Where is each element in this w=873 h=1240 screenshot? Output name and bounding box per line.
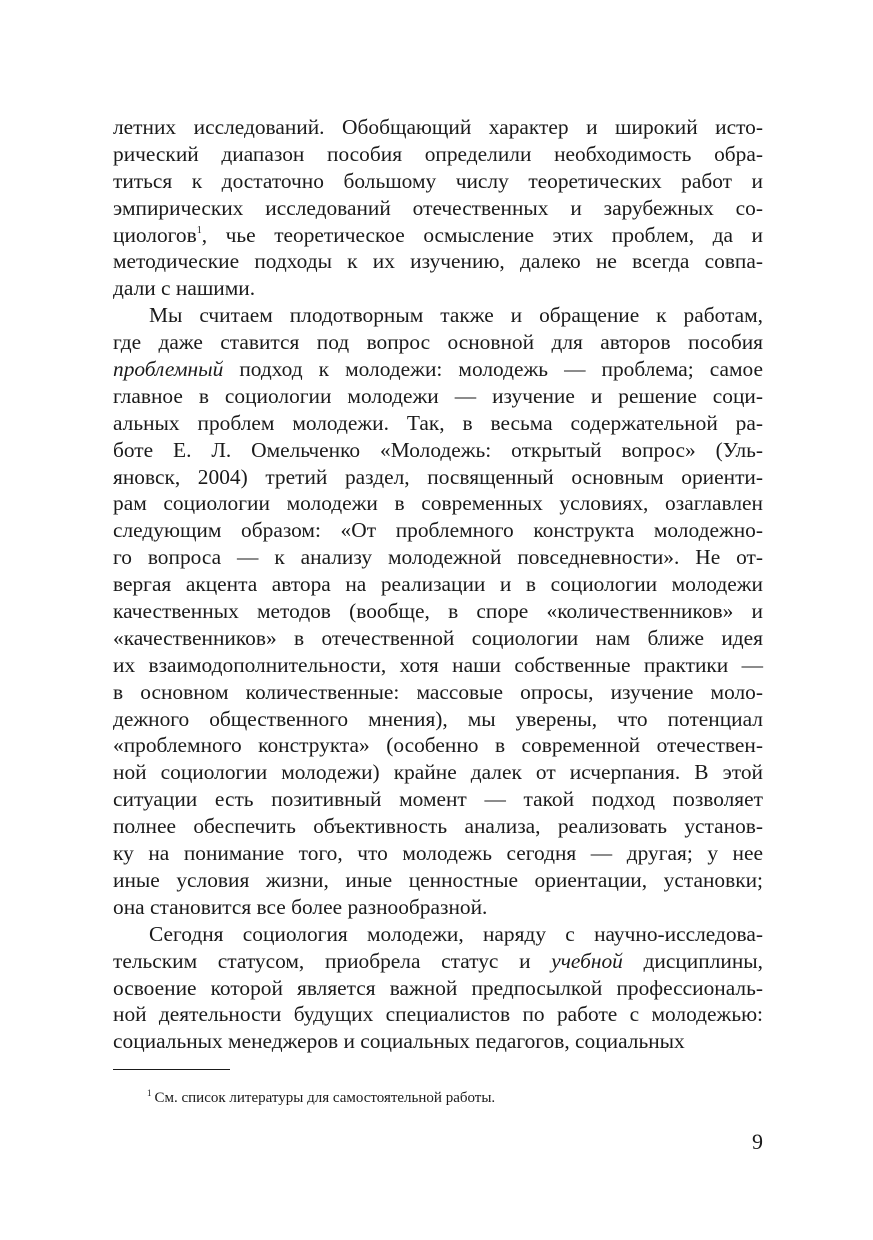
- text-line: яновск, 2004) третий раздел, посвященный основным ориенти-: [113, 464, 763, 489]
- text-line: ной деятельности будущих специалистов по работе с молодежью:: [113, 1002, 763, 1027]
- text-line: [113, 356, 763, 383]
- text-line: следующим образом: «От проблемного конструкта молодежно-: [113, 518, 763, 543]
- text-line: [113, 222, 763, 249]
- line-text: циологов: [113, 222, 197, 247]
- text-line: «качественников» в отечественной социологии нам ближе идея: [113, 625, 763, 650]
- text-line: в основном количественные: массовые опросы, изучение моло-: [113, 679, 763, 704]
- text-line: рам социологии молодежи в современных условиях, озаглавлен: [113, 491, 763, 516]
- footnote-marker: 1: [147, 1088, 152, 1098]
- footnote: [147, 1088, 495, 1108]
- body-text: [113, 114, 763, 1055]
- paragraph: [113, 921, 763, 1055]
- paragraph: [113, 302, 763, 920]
- text-line: вергая акцента автора на реализации и в социологии молодежи: [113, 572, 763, 597]
- text-line: ситуации есть позитивный момент — такой подход позволяет: [113, 787, 763, 812]
- text-line: [113, 948, 763, 975]
- footnote-separator: [113, 1069, 230, 1070]
- line-text: подход к молодежи: молодежь — проблема; самое: [223, 357, 763, 382]
- text-line: методические подходы к их изучению, далеко не всегда совпа-: [113, 249, 763, 274]
- text-line: где даже ставится под вопрос основной для авторов пособия: [113, 330, 763, 355]
- paragraph: [113, 114, 763, 302]
- text-line: ной социологии молодежи) крайне далек от исчерпания. В этой: [113, 760, 763, 785]
- text-line: полнее обеспечить объективность анализа, реализовать установ-: [113, 814, 763, 839]
- line-text: , чье теоретическое осмысление этих проблем, да и: [201, 222, 763, 247]
- text-line: титься к достаточно большому числу теоретических работ и: [113, 168, 763, 193]
- text-line: освоение которой является важной предпосылкой профессиональ-: [113, 975, 763, 1000]
- text-line: главное в социологии молодежи — изучение и решение соци-: [113, 383, 763, 408]
- text-line: Сегодня социология молодежи, наряду с научно-исследова-: [149, 921, 763, 946]
- text-line: Мы считаем плодотворным также и обращение к работам,: [149, 303, 763, 328]
- text-line: боте Е. Л. Омельченко «Молодежь: открытый вопрос» (Уль-: [113, 437, 763, 462]
- text-line: дежного общественного мнения), мы уверены, что потенциал: [113, 706, 763, 731]
- page-number: 9: [752, 1129, 763, 1154]
- text-line: их взаимодополнительности, хотя наши собственные практики —: [113, 652, 763, 677]
- text-line: дали с нашими.: [113, 276, 256, 301]
- emphasis: проблемный: [113, 357, 224, 382]
- text-line: социальных менеджеров и социальных педагогов, социальных: [113, 1029, 685, 1054]
- text-line: «проблемного конструкта» (особенно в современной отечествен-: [113, 733, 763, 758]
- emphasis: учебной: [551, 948, 623, 973]
- text-line: рический диапазон пособия определили необходимость обра-: [113, 141, 763, 166]
- line-text: дисциплины,: [622, 948, 763, 973]
- text-line: летних исследований. Обобщающий характер и широкий исто-: [113, 115, 763, 139]
- footnote-text: См. список литературы для самостоятельной работы.: [154, 1090, 496, 1106]
- text-line: качественных методов (вообще, в споре «количественников» и: [113, 599, 763, 624]
- line-text: тельским статусом, приобрела статус и: [113, 948, 552, 973]
- text-line: го вопроса — к анализу молодежной повседневности». Не от-: [113, 545, 763, 570]
- text-line: ку на понимание того, что молодежь сегодня — другая; у нее: [113, 841, 763, 866]
- text-line: она становится все более разнообразной.: [113, 894, 488, 919]
- footnote-reference: 1: [196, 224, 202, 236]
- text-line: иные условия жизни, иные ценностные ориентации, установки;: [113, 867, 763, 892]
- text-line: альных проблем молодежи. Так, в весьма содержательной ра-: [113, 410, 763, 435]
- text-line: эмпирических исследований отечественных и зарубежных со-: [113, 195, 763, 220]
